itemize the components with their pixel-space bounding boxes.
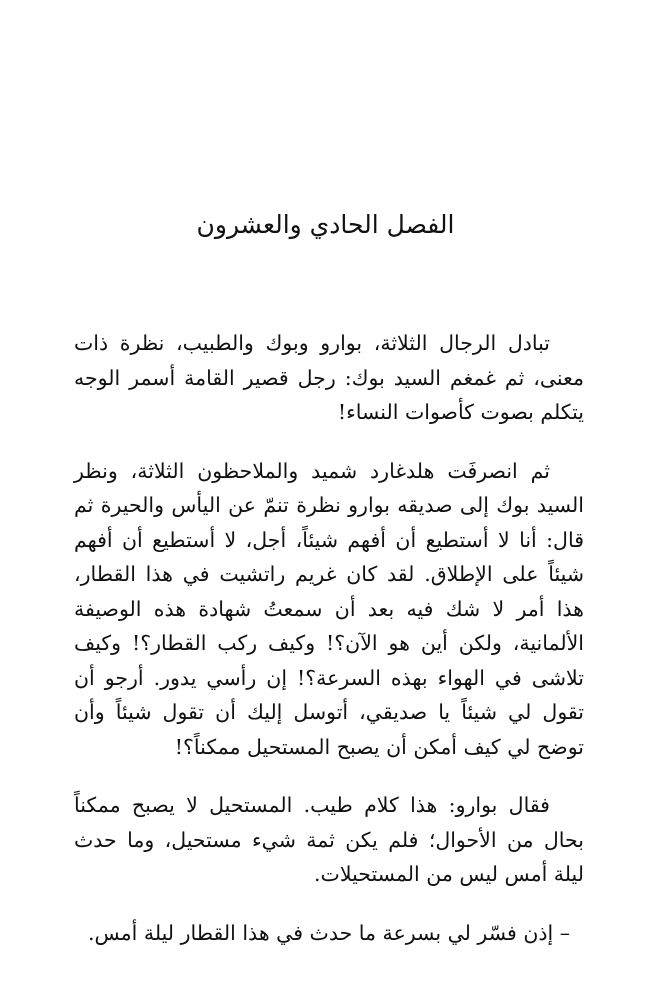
chapter-title: الفصل الحادي والعشرون	[196, 210, 455, 239]
paragraph-4: – إذن فسّر لي بسرعة ما حدث في هذا القطار ليلة أمس.	[88, 920, 570, 945]
paragraph-1: تبادل الرجال الثلاثة، بوارو وبوك والطبيب، نظرة ذات معنى، ثم غمغم السيد بوك: رجل قصير القامة أسمر الوجه يتكلم بصوت كأصوات النساء!	[74, 331, 584, 424]
paragraph-2: ثم انصرفَت هلدغارد شميد والملاحظون الثلاثة، ونظر السيد بوك إلى صديقه بوارو نظرة تنمّ عن اليأس والحيرة ثم قال: أنا لا أستطيع أن أفهم شيئاً، أجل، لا أستطيع أن أفهم شيئاً على الإطلاق. لقد كان غريم راتشيت في هذا القطار، هذا أمر لا شك فيه بعد أن سمعتُ شهادة هذه الوصيفة الألمانية، ولكن أين هو الآن؟! وكيف ركب القطار؟! وكيف تلاشى في الهواء بهذه السرعة؟! إن رأسي يدور. أرجو أن تقول لي شيئاً يا صديقي، أتوسل إليك أن تقول شيئاً وأن توضح لي كيف أمكن أن يصبح المستحيل ممكناً؟!	[74, 458, 584, 759]
paragraph-3: فقال بوارو: هذا كلام طيب. المستحيل لا يصبح ممكناً بحال من الأحوال؛ فلم يكن ثمة شيء مستحيل، وما حدث ليلة أمس ليس من المستحيلات.	[74, 793, 584, 886]
chapter-body	[74, 326, 584, 974]
